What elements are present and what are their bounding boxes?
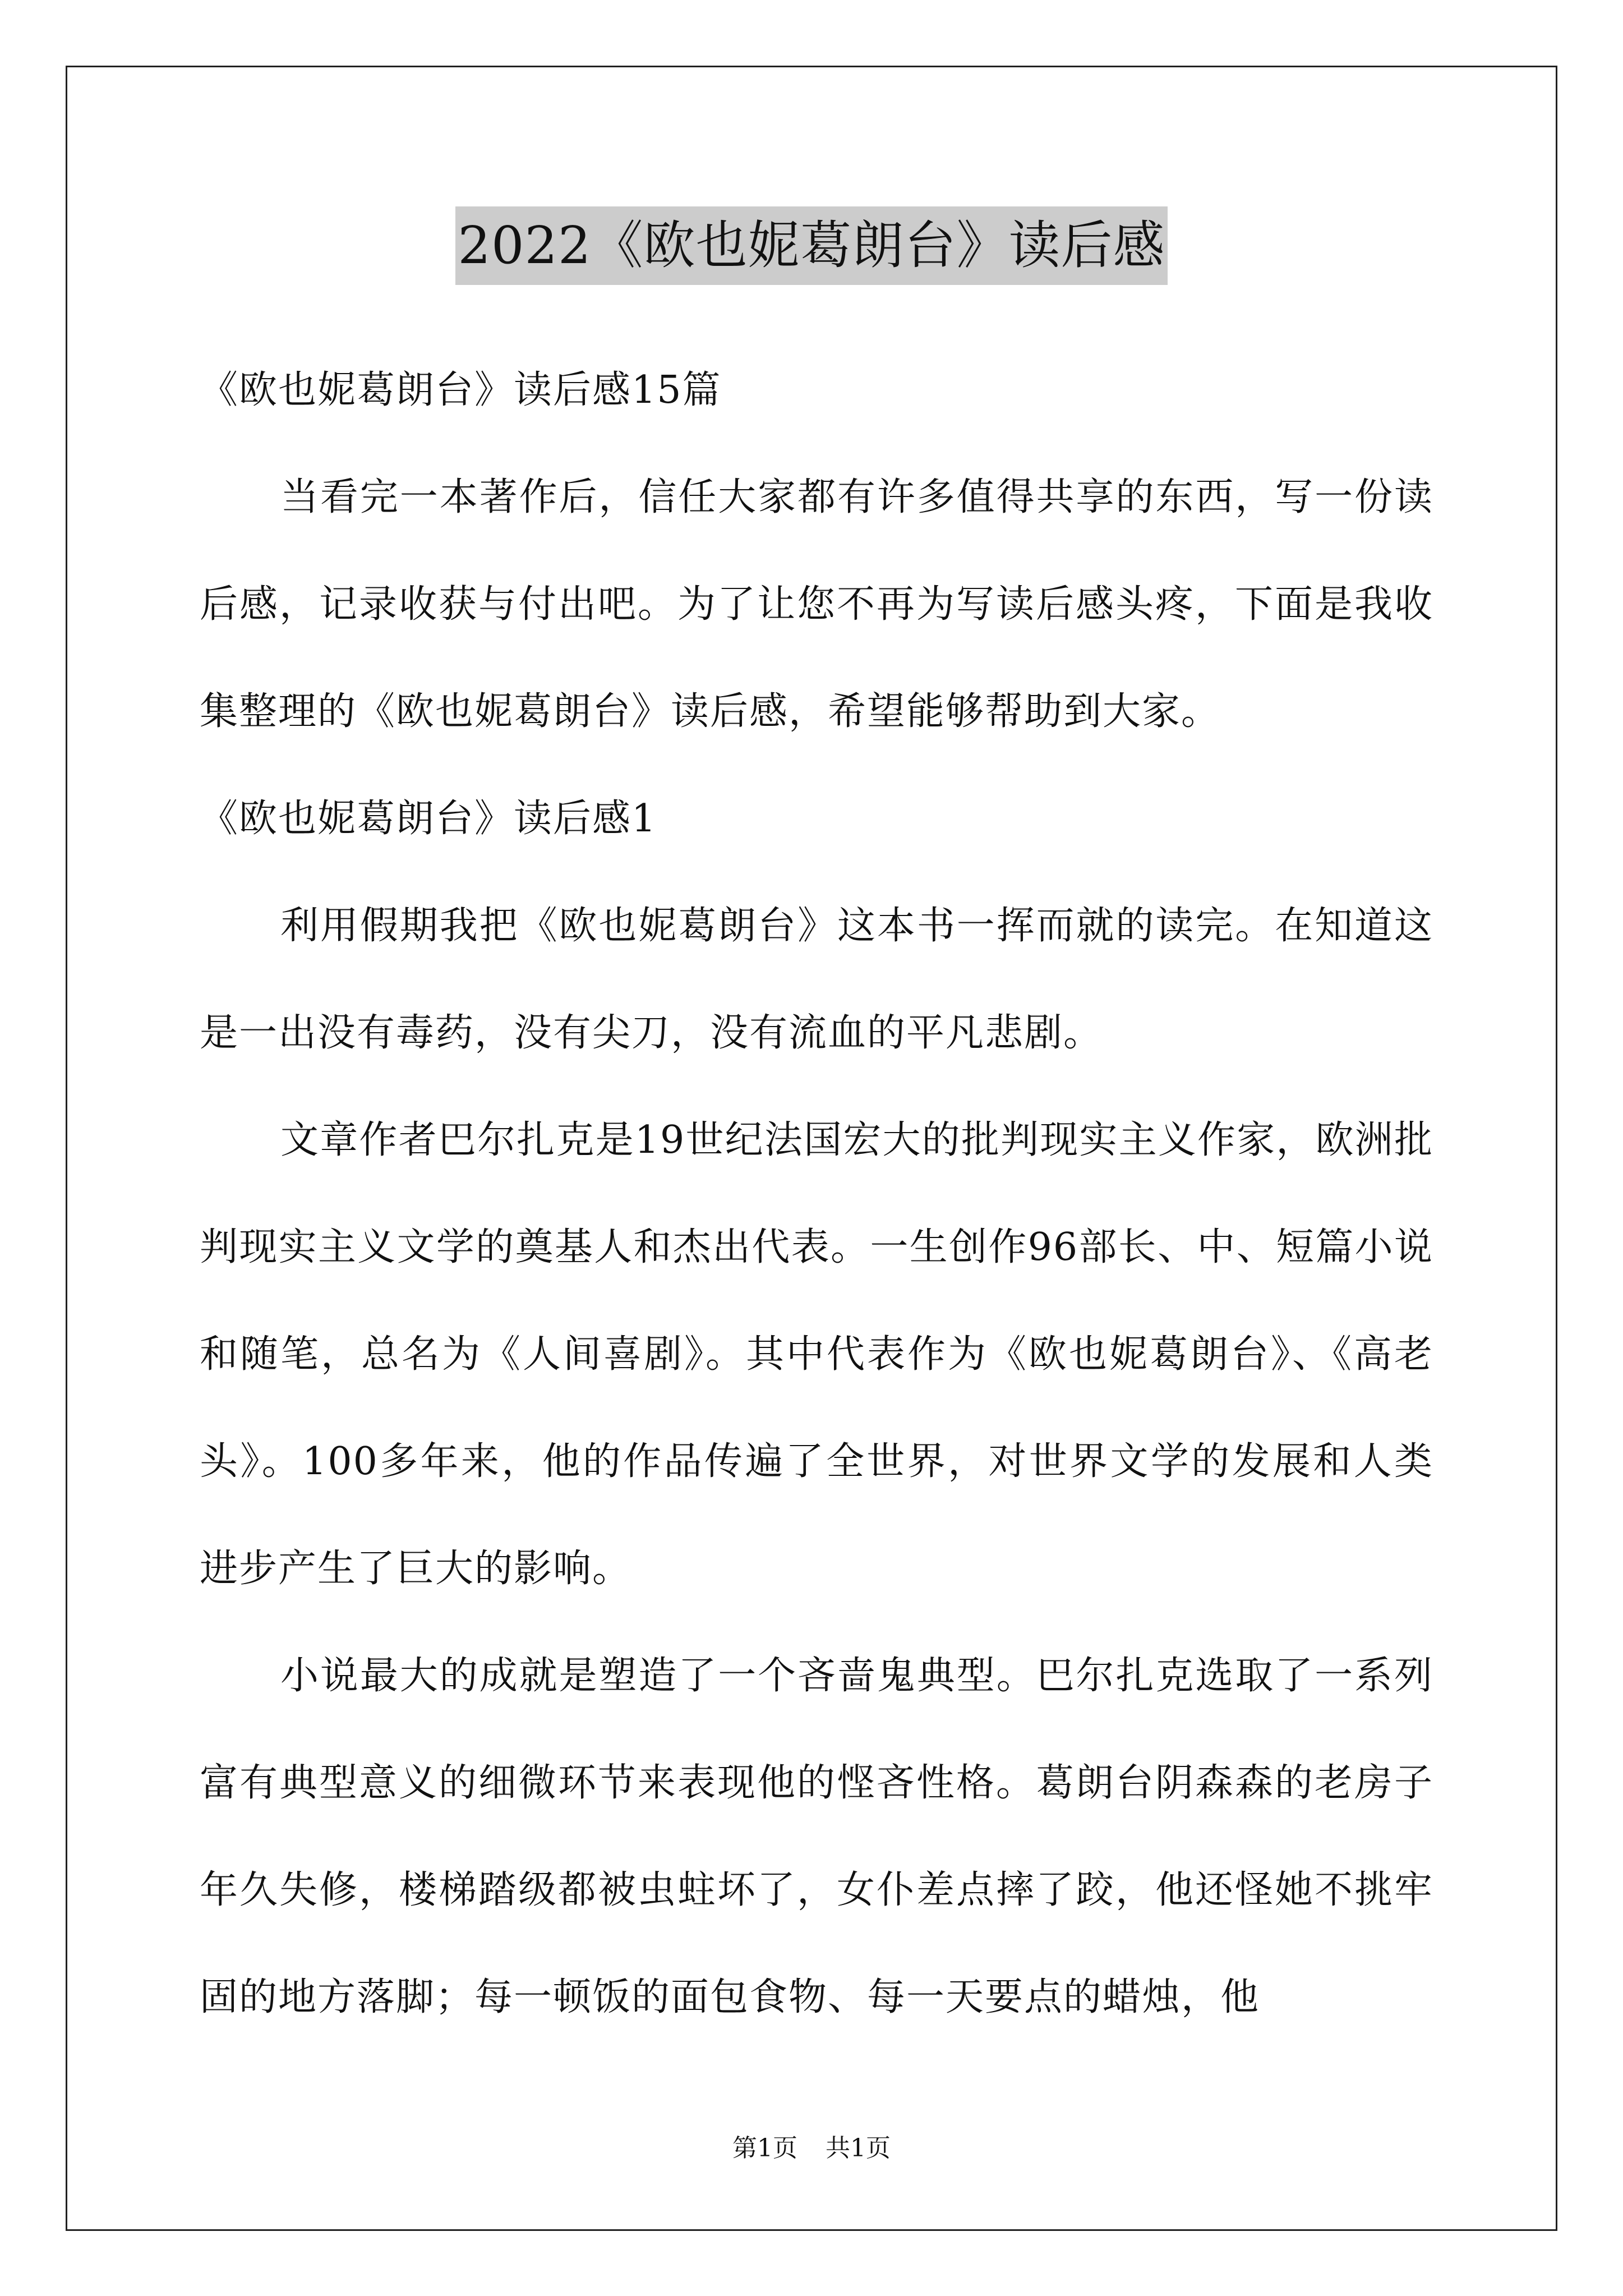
document-body [200, 337, 1433, 2051]
document-title: 2022《欧也妮葛朗台》读后感 [455, 206, 1167, 285]
title-container [0, 206, 1623, 285]
paragraph-body: 小说最大的成就是塑造了一个吝啬鬼典型。巴尔扎克选取了一系列富有典型意义的细微环节来表现他的悭吝性格。葛朗台阴森森的老房子年久失修，楼梯踏级都被虫蛀坏了，女仆差点摔了跤，他还怪她不挑牢固的地方落脚；每一顿饭的面包食物、每一天要点的蜡烛，他 [200, 1654, 1433, 2019]
paragraph-body: 文章作者巴尔扎克是19世纪法国宏大的批判现实主义作家，欧洲批判现实主义文学的奠基人和杰出代表。一生创作96部长、中、短篇小说和随笔，总名为《人间喜剧》。其中代表作为《欧也妮葛朗台》、《高老头》。100多年来，他的作品传遍了全世界，对世界文学的发展和人类进步产生了巨大的影响。 [200, 1118, 1433, 1591]
page-total: 共1页 [826, 2134, 891, 2162]
paragraph-section-heading: 《欧也妮葛朗台》读后感1 [200, 797, 657, 841]
paragraph-intro: 当看完一本著作后，信任大家都有许多值得共享的东西，写一份读后感，记录收获与付出吧。为了让您不再为写读后感头疼，下面是我收集整理的《欧也妮葛朗台》读后感，希望能够帮助到大家。 [200, 475, 1433, 734]
page-number: 第1页 [732, 2134, 797, 2162]
paragraph-collection-heading: 《欧也妮葛朗台》读后感15篇 [200, 368, 722, 412]
paragraph-body: 利用假期我把《欧也妮葛朗台》这本书一挥而就的读完。在知道这是一出没有毒药，没有尖刀，没有流血的平凡悲剧。 [200, 904, 1433, 1055]
page-footer [0, 2132, 1623, 2165]
